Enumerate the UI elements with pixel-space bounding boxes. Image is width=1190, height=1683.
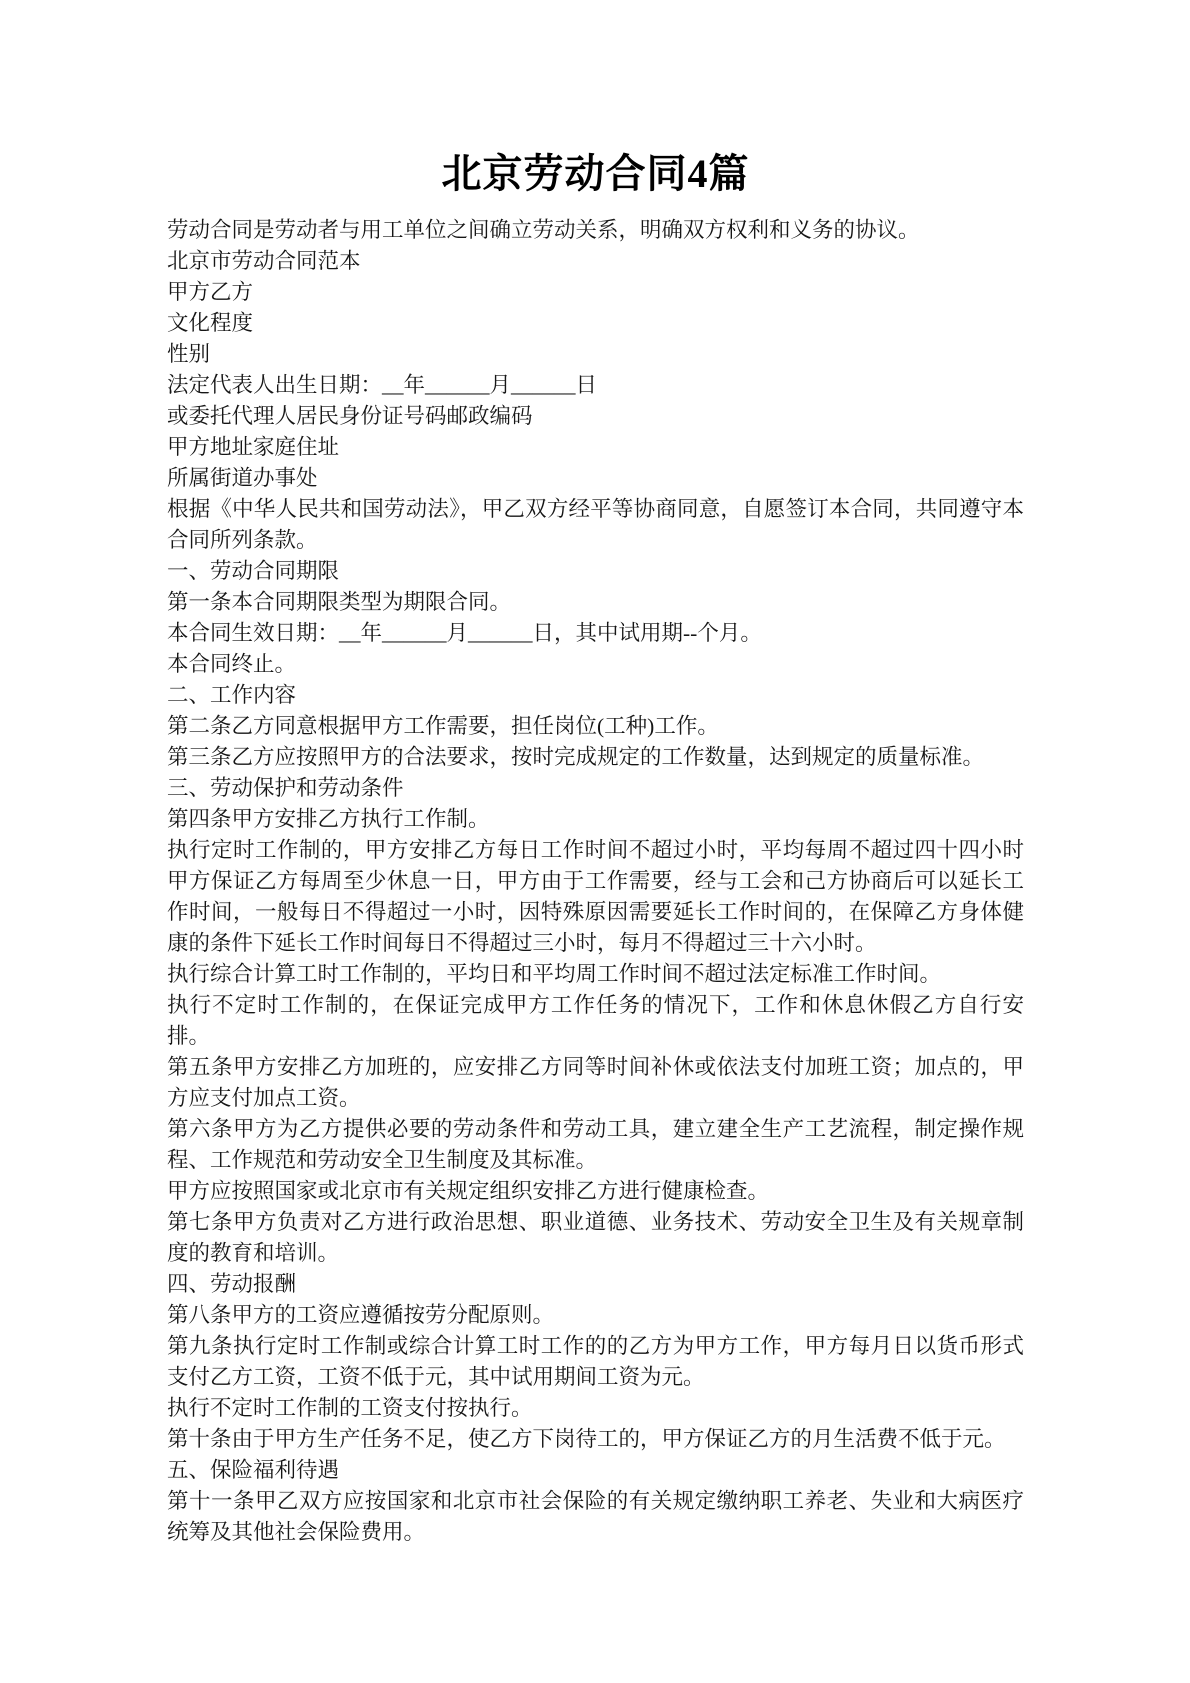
paragraph: 三、劳动保护和劳动条件 — [167, 776, 404, 800]
paragraph: 第六条甲方为乙方提供必要的劳动条件和劳动工具，建立建全生产工艺流程，制定操作规程、工作规范和劳动安全卫生制度及其标准。 — [167, 1117, 1024, 1172]
paragraph: 性别 — [167, 342, 211, 366]
paragraph: 根据《中华人民共和国劳动法》，甲乙双方经平等协商同意，自愿签订本合同，共同遵守本合同所列条款。 — [167, 497, 1024, 552]
paragraph: 二、工作内容 — [167, 683, 297, 707]
paragraph: 一、劳动合同期限 — [167, 559, 340, 583]
paragraph: 第九条执行定时工作制或综合计算工时工作的的乙方为甲方工作，甲方每月日以货币形式支付乙方工资，工资不低于元，其中试用期间工资为元。 — [167, 1334, 1024, 1389]
paragraph: 第十一条甲乙双方应按国家和北京市社会保险的有关规定缴纳职工养老、失业和大病医疗统筹及其他社会保险费用。 — [167, 1489, 1024, 1544]
paragraph: 第八条甲方的工资应遵循按劳分配原则。 — [167, 1303, 555, 1327]
document-body — [167, 215, 1024, 1548]
paragraph: 执行定时工作制的，甲方安排乙方每日工作时间不超过小时，平均每周不超过四十四小时甲方保证乙方每周至少休息一日，甲方由于工作需要，经与工会和己方协商后可以延长工作时间，一般每日不得超过一小时，因特殊原因需要延长工作时间的，在保障乙方身体健康的条件下延长工作时间每日不得超过三小时，每月不得超过三十六小时。 — [167, 838, 1024, 955]
paragraph: 甲方乙方 — [167, 280, 254, 304]
paragraph: 第二条乙方同意根据甲方工作需要，担任岗位(工种)工作。 — [167, 714, 719, 738]
paragraph: 执行不定时工作制的工资支付按执行。 — [167, 1396, 533, 1420]
paragraph: 本合同生效日期：__年______月______日，其中试用期--个月。 — [167, 621, 762, 645]
paragraph: 执行不定时工作制的，在保证完成甲方工作任务的情况下，工作和休息休假乙方自行安排。 — [167, 993, 1024, 1048]
paragraph: 或委托代理人居民身份证号码邮政编码 — [167, 404, 533, 428]
paragraph: 法定代表人出生日期：__年______月______日 — [167, 373, 598, 397]
paragraph: 第一条本合同期限类型为期限合同。 — [167, 590, 512, 614]
paragraph: 甲方地址家庭住址 — [167, 435, 340, 459]
paragraph: 五、保险福利待遇 — [167, 1458, 340, 1482]
paragraph: 本合同终止。 — [167, 652, 297, 676]
paragraph: 四、劳动报酬 — [167, 1272, 297, 1296]
paragraph: 第五条甲方安排乙方加班的，应安排乙方同等时间补休或依法支付加班工资；加点的，甲方应支付加点工资。 — [167, 1055, 1024, 1110]
paragraph: 第七条甲方负责对乙方进行政治思想、职业道德、业务技术、劳动安全卫生及有关规章制度的教育和培训。 — [167, 1210, 1024, 1265]
paragraph: 劳动合同是劳动者与用工单位之间确立劳动关系，明确双方权利和义务的协议。 — [167, 218, 920, 242]
paragraph: 执行综合计算工时工作制的，平均日和平均周工作时间不超过法定标准工作时间。 — [167, 962, 942, 986]
document-title: 北京劳动合同4篇 — [441, 151, 750, 196]
paragraph: 文化程度 — [167, 311, 254, 335]
paragraph: 第十条由于甲方生产任务不足，使乙方下岗待工的，甲方保证乙方的月生活费不低于元。 — [167, 1427, 1006, 1451]
paragraph: 北京市劳动合同范本 — [167, 249, 361, 273]
paragraph: 第三条乙方应按照甲方的合法要求，按时完成规定的工作数量，达到规定的质量标准。 — [167, 745, 985, 769]
paragraph: 甲方应按照国家或北京市有关规定组织安排乙方进行健康检查。 — [167, 1179, 770, 1203]
paragraph: 第四条甲方安排乙方执行工作制。 — [167, 807, 490, 831]
paragraph: 所属街道办事处 — [167, 466, 318, 490]
